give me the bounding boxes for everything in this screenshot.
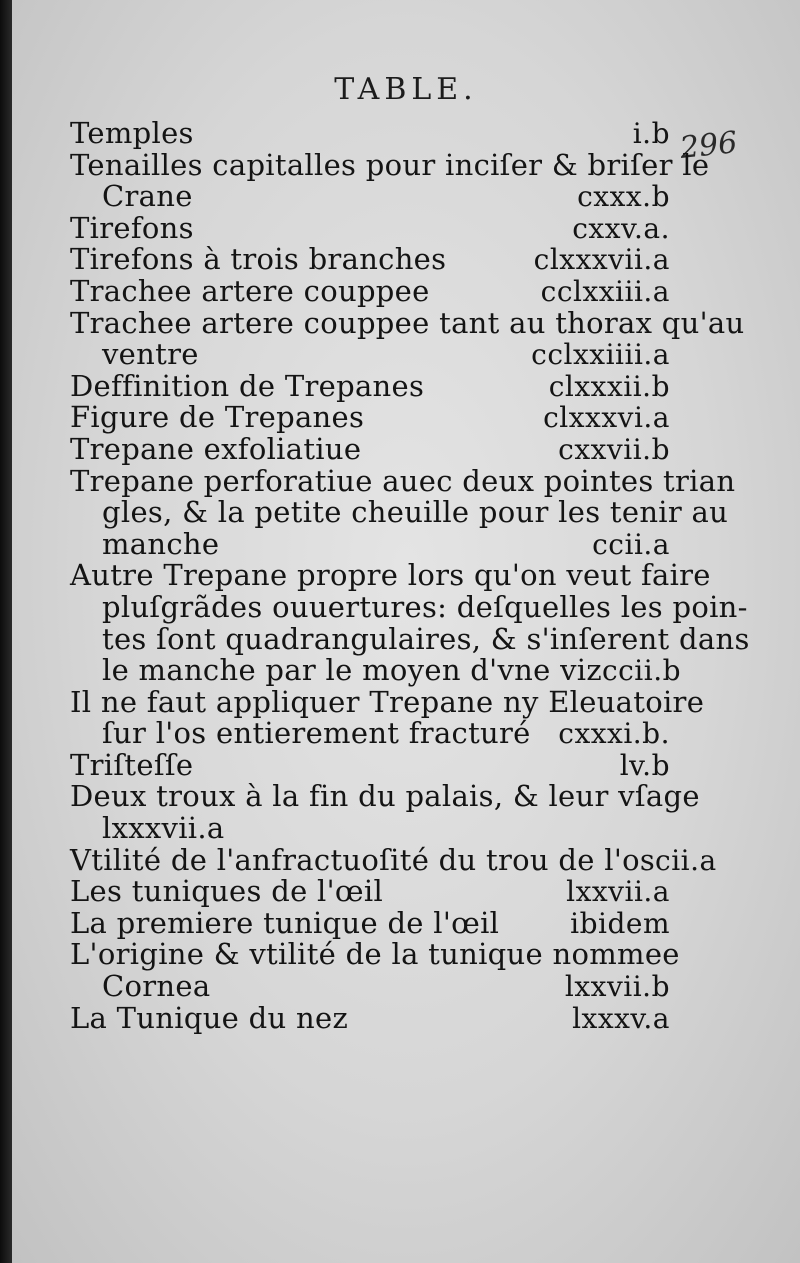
index-entry (70, 273, 670, 308)
index-entry (70, 971, 670, 1003)
entry-reference: cxxv.a. (572, 211, 670, 245)
entry-reference: cxxxi.b. (558, 717, 670, 751)
entry-reference: cii.a (655, 843, 717, 877)
index-entry (70, 463, 736, 498)
index-entry (70, 118, 670, 150)
entry-reference: clxxxvii.a (533, 243, 670, 277)
entry-text: L'origine & vtilité de la tunique nommee (70, 937, 680, 972)
entry-reference: clxxxii.b (548, 369, 670, 403)
entry-text: Figure de Trepanes (70, 400, 365, 435)
index-entry (70, 653, 682, 688)
entry-text: Trepane exfoliatiue (70, 431, 362, 466)
entry-text: Triſteſſe (70, 747, 194, 782)
index-entry (70, 210, 670, 245)
book-page (12, 0, 800, 1263)
handwritten-page-number: 296 (678, 125, 739, 166)
index-entry (70, 1000, 670, 1035)
entry-reference: lv.b (619, 748, 670, 782)
entry-text: Deux troux à la fin du palais, & leur vſage (70, 779, 700, 814)
index-entry (70, 558, 711, 593)
entry-reference: lxxvii.b (564, 970, 670, 1004)
page-binding-edge (0, 0, 12, 1263)
index-entry (70, 305, 745, 340)
index-entry (70, 339, 670, 371)
index-entry (70, 368, 670, 403)
entry-text: Trepane perforatiue auec deux pointes trian (70, 463, 736, 498)
entry-text: Deffinition de Trepanes (70, 368, 425, 403)
index-entry (70, 876, 670, 908)
entry-text: Autre Trepane propre lors qu'on veut faire (70, 558, 711, 593)
entry-reference: cxxvii.b (558, 432, 670, 466)
index-entry (70, 684, 705, 719)
entry-text: La Tunique du nez (70, 1000, 349, 1035)
entry-text: ventre (102, 337, 199, 372)
entry-reference: clxxxvi.a (543, 401, 670, 435)
entry-reference: cclxxiiii.a (531, 338, 670, 372)
index-entry (70, 244, 670, 276)
index-entry (70, 718, 670, 750)
index-entry (70, 431, 670, 466)
entry-reference: ccii.a (592, 527, 670, 561)
index-entry (70, 526, 670, 561)
entry-text: La premiere tunique de l'œil (70, 905, 500, 940)
entry-reference: lxxvii.a (566, 875, 670, 909)
entry-reference: ibidem (570, 906, 670, 940)
index-entry (70, 779, 700, 814)
entry-reference: lxxxv.a (572, 1001, 670, 1035)
entry-text: Crane (102, 179, 193, 214)
entry-reference: cclxxiii.a (540, 274, 670, 308)
index-entry (70, 621, 750, 656)
index-entry (70, 937, 680, 972)
index-entry (70, 402, 670, 434)
entry-text: pluſgrãdes ouuertures: deſquelles les poin- (102, 589, 748, 624)
entry-reference: i.b (632, 117, 670, 150)
index-entry (70, 147, 710, 182)
entry-text: gles, & la petite cheuille pour les tenir au (102, 495, 729, 530)
entry-text: le manche par le moyen d'vne viz (102, 653, 602, 688)
index-entry (70, 747, 670, 782)
index-entry (70, 813, 670, 845)
index-entry (70, 905, 670, 940)
entry-reference: ccii.b (601, 654, 682, 688)
entry-text: Tirefons à trois branches (70, 242, 447, 277)
entry-text: manche (102, 526, 220, 561)
entry-text: Tirefons (70, 210, 194, 245)
entry-text: tes ſont quadrangulaires, & s'inſerent dans (102, 621, 750, 656)
index-entry (70, 495, 729, 530)
page-title: TABLE. (334, 72, 478, 107)
entry-text: Temples (70, 116, 194, 150)
entry-text: Trachee artere couppee (70, 273, 430, 308)
entry-text: Tenailles capitalles pour inciſer & briſer le (70, 147, 710, 182)
entry-text: lxxxvii.a (102, 811, 225, 846)
entry-reference: cxxx.b (577, 180, 670, 214)
entry-text: Vtilité de l'anfractuoſité du trou de l'os (70, 842, 656, 877)
entry-text: ſur l'os entierement fracturé (102, 716, 531, 751)
index-entry (70, 181, 670, 213)
entry-text: Trachee artere couppee tant au thorax qu'au (70, 305, 745, 340)
entry-text: Cornea (102, 969, 211, 1004)
index-entry (70, 842, 717, 877)
entry-text: Il ne faut appliquer Trepane ny Eleuatoire (70, 684, 705, 719)
entry-text: Les tuniques de l'œil (70, 874, 384, 909)
index-entry (70, 589, 748, 624)
